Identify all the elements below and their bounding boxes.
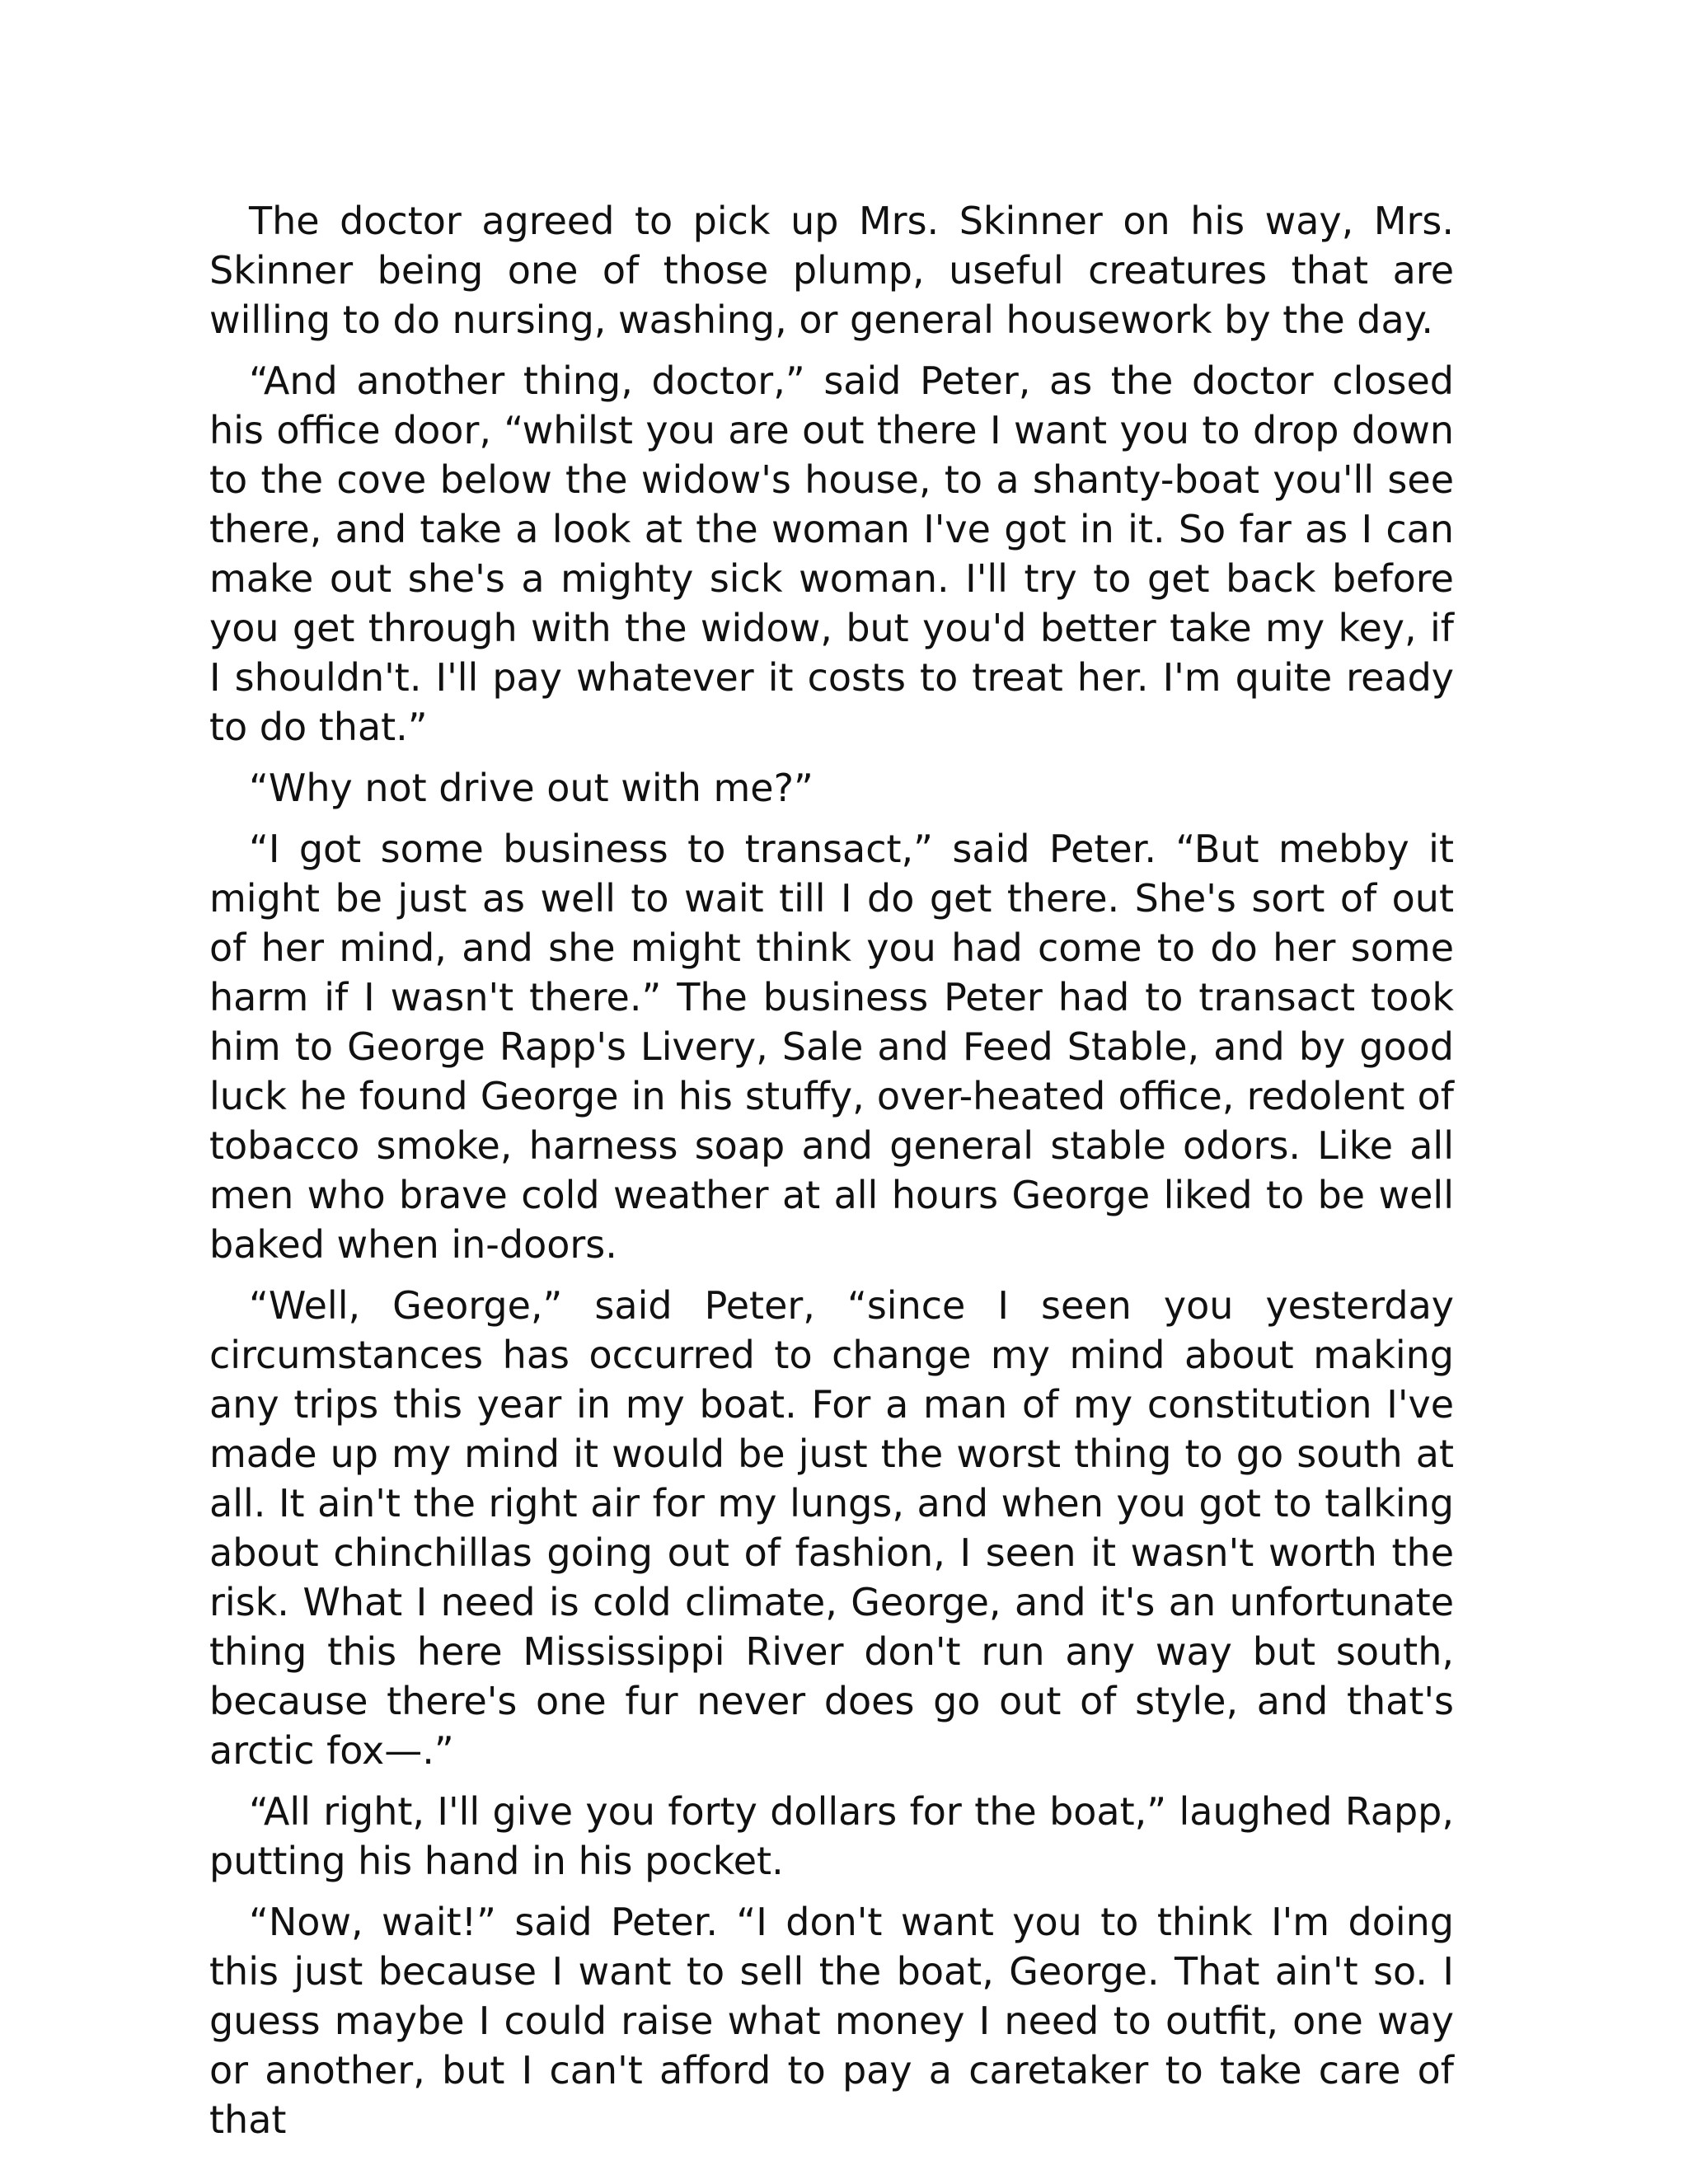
- paragraph-another-thing: “And another thing, doctor,” said Peter, as the doctor closed his office door, “whilst you are out there I want you to drop down to the cove below the widow's house, to a shanty-boat you'll see there, and take a look at the woman I've got in it. So far as I can make out she's a mighty sick woman. I'll try to get back before you get through with the widow, but you'd better take my key, if I shouldn't. I'll pay whatever it costs to treat her. I'm quite ready to do that.”: [209, 359, 1454, 749]
- paragraph-doctor-agreed: The doctor agreed to pick up Mrs. Skinner on his way, Mrs. Skinner being one of those plump, useful creatures that are willing to do nursing, washing, or general housework by the day.: [209, 199, 1454, 342]
- paragraph-why-not-drive: “Why not drive out with me?”: [249, 766, 814, 810]
- paragraph-forty-dollars: “All right, I'll give you forty dollars for the boat,” laughed Rapp, putting his hand in his pocket.: [209, 1789, 1454, 1883]
- page-body: [209, 196, 1454, 2156]
- paragraph-now-wait: “Now, wait!” said Peter. “I don't want you to think I'm doing this just because I want to sell the boat, George. That ain't so. I guess maybe I could raise what money I need to outfit, one way or another, but I can't afford to pay a caretaker to take care of that: [209, 1900, 1454, 2142]
- paragraph-business-to-transact: “I got some business to transact,” said Peter. “But mebby it might be just as well to wait till I do get there. She's sort of out of her mind, and she might think you had come to do her some harm if I wasn't there.” The business Peter had to transact took him to George Rapp's Livery, Sale and Feed Stable, and by good luck he found George in his stuffy, over-heated office, redolent of tobacco smoke, harness soap and general stable odors. Like all men who brave cold weather at all hours George liked to be well baked when in-doors.: [209, 827, 1454, 1267]
- paragraph-well-george: “Well, George,” said Peter, “since I seen you yesterday circumstances has occurred to change my mind about making any trips this year in my boat. For a man of my constitution I've made up my mind it would be just the worst thing to go south at all. It ain't the right air for my lungs, and when you got to talking about chinchillas going out of fashion, I seen it wasn't worth the risk. What I need is cold climate, George, and it's an unfortunate thing this here Mississippi River don't run any way but south, because there's one fur never does go out of style, and that's arctic fox—.”: [209, 1283, 1454, 1773]
